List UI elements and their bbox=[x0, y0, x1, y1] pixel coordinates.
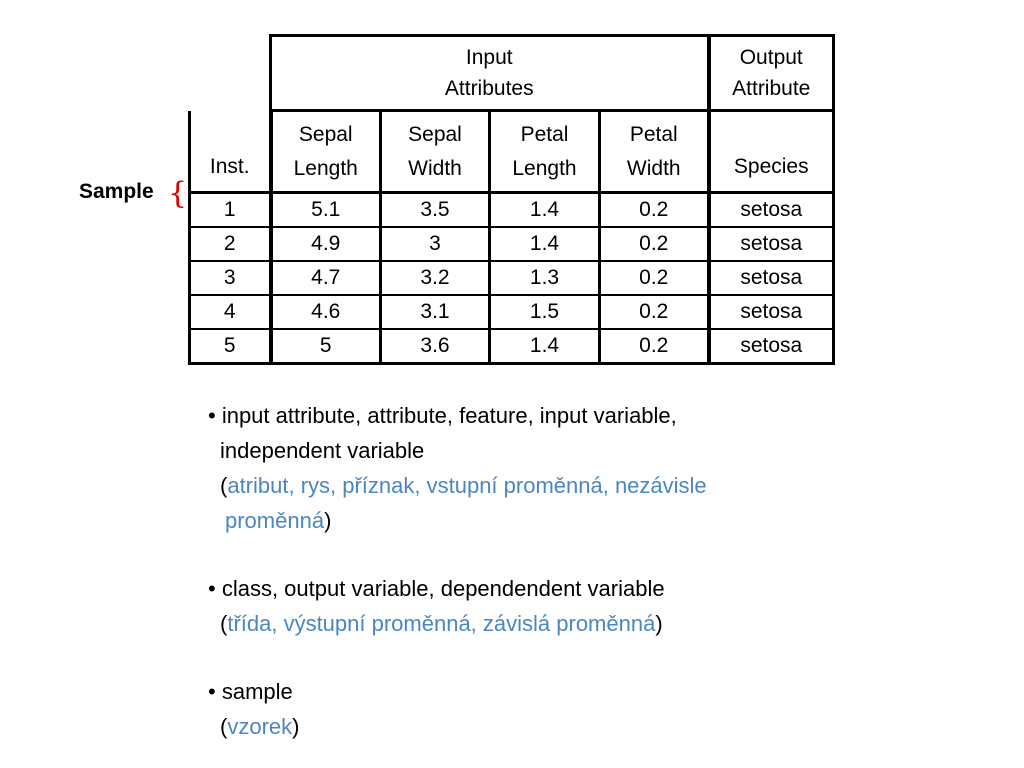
table-cell: 2 bbox=[190, 227, 271, 261]
translation-line: (atribut, rys, příznak, vstupní proměnná, nezávisle bbox=[220, 473, 707, 498]
table-cell: 0.2 bbox=[600, 227, 709, 261]
table-cell: 3.1 bbox=[381, 295, 490, 329]
table-cell: 3.6 bbox=[381, 329, 490, 364]
definition-item-class bbox=[208, 571, 707, 606]
table-cell: setosa bbox=[709, 193, 834, 228]
bullet: • bbox=[208, 576, 216, 601]
table-cell: 4 bbox=[190, 295, 271, 329]
table-cell: 1 bbox=[190, 193, 271, 228]
table-cell: 3 bbox=[190, 261, 271, 295]
table-cell: 1.5 bbox=[490, 295, 600, 329]
table-row bbox=[190, 295, 834, 329]
table-cell: 4.6 bbox=[271, 295, 381, 329]
table-cell: 0.2 bbox=[600, 193, 709, 228]
table-cell: 0.2 bbox=[600, 329, 709, 364]
table-cell: 5 bbox=[271, 329, 381, 364]
column-header: Petal Width bbox=[600, 111, 709, 193]
table-cell: setosa bbox=[709, 227, 834, 261]
definition-item-sample bbox=[208, 674, 707, 709]
table-cell: 1.4 bbox=[490, 227, 600, 261]
table-row bbox=[190, 227, 834, 261]
translation-line: (vzorek) bbox=[220, 714, 300, 739]
table-cell: setosa bbox=[709, 329, 834, 364]
bullet: • bbox=[208, 679, 216, 704]
table-corner-blank bbox=[190, 36, 271, 111]
table-cell: 1.4 bbox=[490, 329, 600, 364]
definition-text: class, output variable, dependendent variable bbox=[221, 576, 665, 601]
iris-data-table bbox=[188, 34, 835, 365]
definitions-list bbox=[208, 398, 707, 744]
translation-line-continued: proměnná) bbox=[225, 508, 332, 533]
table-cell: 1.3 bbox=[490, 261, 600, 295]
definition-text-continued: independent variable bbox=[220, 438, 425, 463]
column-header: Petal Length bbox=[490, 111, 600, 193]
group-header-input: Input Attributes bbox=[271, 36, 709, 111]
table-cell: 3.2 bbox=[381, 261, 490, 295]
table-cell: 4.9 bbox=[271, 227, 381, 261]
table-group-header-row bbox=[190, 36, 834, 111]
translation-line: (třída, výstupní proměnná, závislá proměnná) bbox=[220, 611, 663, 636]
table-row bbox=[190, 329, 834, 364]
table-cell: 5.1 bbox=[271, 193, 381, 228]
table-cell: 3 bbox=[381, 227, 490, 261]
table-cell: 4.7 bbox=[271, 261, 381, 295]
column-header: Sepal Width bbox=[381, 111, 490, 193]
table-cell: 0.2 bbox=[600, 261, 709, 295]
table-cell: 1.4 bbox=[490, 193, 600, 228]
column-header: Species bbox=[709, 111, 834, 193]
czech-translation: vzorek bbox=[227, 714, 293, 739]
table-body bbox=[190, 193, 834, 364]
table-cell: setosa bbox=[709, 295, 834, 329]
sample-label: Sample bbox=[79, 180, 154, 203]
definition-text: input attribute, attribute, feature, input variable, bbox=[221, 403, 677, 428]
table-row bbox=[190, 261, 834, 295]
czech-translation: proměnná bbox=[225, 508, 325, 533]
czech-translation: atribut, rys, příznak, vstupní proměnná, nezávisle bbox=[227, 473, 707, 498]
group-header-output: Output Attribute bbox=[709, 36, 834, 111]
definition-item-input-attribute bbox=[208, 398, 707, 433]
table-cell: 0.2 bbox=[600, 295, 709, 329]
column-header: Sepal Length bbox=[271, 111, 381, 193]
table-column-header-row bbox=[190, 111, 834, 193]
table-row bbox=[190, 193, 834, 228]
bullet: • bbox=[208, 403, 216, 428]
table-cell: 5 bbox=[190, 329, 271, 364]
table-cell: 3.5 bbox=[381, 193, 490, 228]
sample-brace: { bbox=[168, 176, 188, 211]
czech-translation: třída, výstupní proměnná, závislá proměnná bbox=[227, 611, 656, 636]
definition-text: sample bbox=[221, 679, 293, 704]
column-header: Inst. bbox=[190, 111, 271, 193]
table-cell: setosa bbox=[709, 261, 834, 295]
